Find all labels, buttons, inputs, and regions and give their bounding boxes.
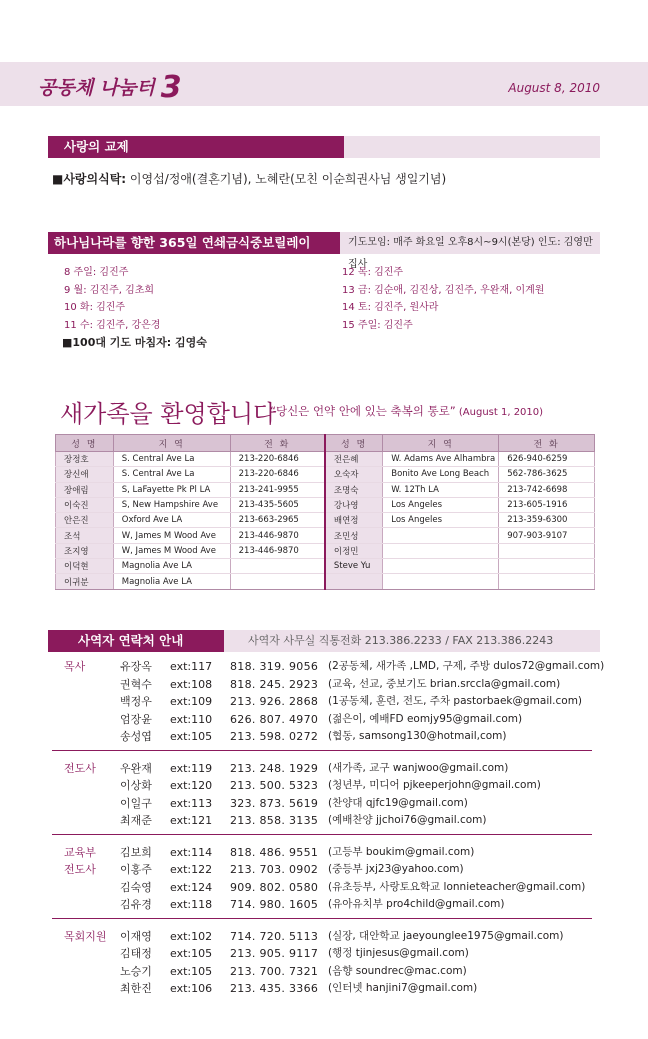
table-cell	[383, 559, 499, 574]
contact-group	[52, 760, 596, 840]
contact-role-email: (행정 tjinjesus@gmail.com)	[328, 947, 469, 959]
relay-item: 13 금: 김순애, 김진상, 김진주, 우완재, 이계원	[342, 284, 545, 296]
welcome-quote: “당신은 언약 안에 있는 축복의 통로” (August 1, 2010)	[270, 404, 544, 418]
contact-name: 이상화	[120, 779, 152, 792]
contact-name: 김보희	[120, 845, 152, 859]
contact-row	[52, 812, 596, 829]
table-row	[56, 482, 595, 497]
relay-item: 9 월: 김진주, 김초희	[64, 284, 155, 296]
table-cell: 562-786-3625	[499, 467, 595, 482]
table-cell: 213-241-9955	[230, 482, 325, 497]
contact-role-email: (찬양대 qjfc19@gmail.com)	[328, 796, 468, 809]
table-row	[56, 497, 595, 512]
table-cell: S, New Hampshire Ave	[113, 497, 230, 512]
contact-role-email: (고등부 boukim@gmail.com)	[328, 845, 475, 858]
contact-row	[52, 795, 596, 812]
contact-role-email: (중등부 jxj23@yahoo.com)	[328, 863, 464, 875]
contact-phone: 714. 980. 1605	[230, 898, 319, 911]
contact-phone: 213. 598. 0272	[230, 730, 319, 743]
col-header: 지 역	[383, 435, 499, 452]
table-cell: Magnolia Ave LA	[113, 559, 230, 574]
contact-role-email: (유초등부, 사랑토요학교 lonnieteacher@gmail.com)	[328, 880, 586, 893]
table-cell: 배연정	[325, 513, 383, 528]
contact-row	[52, 844, 596, 861]
contact-ext: ext:109	[170, 695, 213, 708]
table-cell: S. Central Ave La	[113, 452, 230, 467]
contact-name: 노승기	[120, 964, 152, 978]
contact-ext: ext:117	[170, 660, 213, 673]
contact-ext: ext:121	[170, 814, 213, 827]
contact-phone: 818. 245. 2923	[230, 677, 319, 691]
contact-role: 목사	[64, 660, 86, 673]
table-cell: 조민성	[325, 528, 383, 543]
table-cell: Steve Yu	[325, 559, 383, 574]
contact-row	[52, 861, 596, 878]
love-exchange-bar	[48, 136, 600, 158]
contact-name: 우완재	[120, 761, 152, 775]
relay-item: 12 목: 김진주	[342, 267, 404, 278]
contact-phone: 213. 926. 2868	[230, 695, 319, 708]
table-cell: Los Angeles	[383, 497, 499, 512]
contacts-bar	[48, 630, 600, 652]
col-header: 지 역	[113, 435, 230, 452]
contact-role-email: (청년부, 미디어 pjkeeperjohn@gmail.com)	[328, 779, 541, 791]
contact-phone: 213. 905. 9117	[230, 947, 319, 960]
table-cell: 626-940-6259	[499, 452, 595, 467]
table-cell: 213-359-6300	[499, 513, 595, 528]
col-header: 성 명	[325, 435, 383, 452]
contact-phone: 626. 807. 4970	[230, 712, 319, 726]
col-header: 전 화	[230, 435, 325, 452]
contact-name: 이일구	[120, 796, 152, 810]
contact-row	[52, 728, 596, 745]
contact-name: 엄장윤	[120, 712, 152, 726]
contact-phone: 714. 720. 5113	[230, 929, 319, 943]
contact-role: 교육부	[64, 845, 96, 859]
contact-ext: ext:119	[170, 761, 213, 775]
contact-phone: 213. 703. 0902	[230, 863, 319, 876]
contact-ext: ext:113	[170, 796, 213, 810]
contact-ext: ext:105	[170, 730, 213, 743]
table-cell: W. Adams Ave Alhambra	[383, 452, 499, 467]
contact-group	[52, 928, 596, 1008]
contact-ext: ext:108	[170, 677, 213, 691]
relay-list-left	[64, 264, 160, 334]
relay-bar	[48, 232, 600, 270]
table-cell: 213-435-5605	[230, 497, 325, 512]
table-cell: 오숙자	[325, 467, 383, 482]
table-cell: 이덕현	[56, 559, 114, 574]
table-cell: 조명숙	[325, 482, 383, 497]
table-cell: W. 12Th LA	[383, 482, 499, 497]
contact-name: 김유경	[120, 898, 152, 911]
table-row	[56, 543, 595, 558]
group-divider	[52, 750, 592, 751]
contact-name: 송성엽	[120, 730, 152, 743]
table-cell	[499, 543, 595, 558]
contact-phone: 213. 248. 1929	[230, 761, 319, 775]
contact-role-email: (음향 soundrec@mac.com)	[328, 964, 467, 977]
contact-role: 목회지원	[64, 929, 107, 943]
table-cell	[499, 574, 595, 589]
contact-ext: ext:118	[170, 898, 213, 911]
table-cell: 213-446-9870	[230, 528, 325, 543]
contact-role-email: (협동, samsong130@hotmail,com)	[328, 730, 507, 742]
table-cell: 213-605-1916	[499, 497, 595, 512]
table-cell: 전은혜	[325, 452, 383, 467]
contact-row	[52, 711, 596, 728]
contact-phone: 213. 500. 5323	[230, 779, 319, 792]
prayer-finisher-line: ■100대 기도 마침자: 김영숙	[62, 336, 207, 349]
col-header: 전 화	[499, 435, 595, 452]
table-cell: 장정호	[56, 452, 114, 467]
table-cell: 장애림	[56, 482, 114, 497]
contact-role-email: (예배찬양 jjchoi76@gmail.com)	[328, 814, 487, 826]
contact-role: 전도사	[64, 761, 96, 775]
welcome-title: 새가족을 환영합니다	[60, 400, 277, 428]
contact-row	[52, 980, 596, 997]
table-cell: W, James M Wood Ave	[113, 528, 230, 543]
contact-ext: ext:102	[170, 929, 213, 943]
table-cell: W, James M Wood Ave	[113, 543, 230, 558]
table-cell: 213-220-6846	[230, 452, 325, 467]
contact-row	[52, 963, 596, 980]
table-cell: 213-220-6846	[230, 467, 325, 482]
contact-role-email: (유아유치부 pro4child@gmail.com)	[328, 898, 505, 910]
table-cell: 조석	[56, 528, 114, 543]
table-cell: S. Central Ave La	[113, 467, 230, 482]
contact-ext: ext:122	[170, 863, 213, 876]
table-cell: 213-742-6698	[499, 482, 595, 497]
contact-role-email: (인터넷 hanjini7@gmail.com)	[328, 982, 478, 994]
contact-ext: ext:114	[170, 845, 213, 859]
page-title: 공동체 나눔터 3	[38, 70, 182, 105]
contact-row	[52, 945, 596, 962]
contact-role-email: (교육, 선교, 중보기도 brian.srccla@gmail.com)	[328, 677, 561, 690]
contact-group	[52, 844, 596, 924]
table-cell: 907-903-9107	[499, 528, 595, 543]
contact-phone: 213. 858. 3135	[230, 814, 319, 827]
contact-name: 최한진	[120, 982, 152, 995]
relay-list-right	[342, 264, 544, 334]
table-cell: 이귀분	[56, 574, 114, 589]
contact-role: 전도사	[64, 863, 96, 876]
contact-row	[52, 896, 596, 913]
table-row	[56, 559, 595, 574]
page-number: 3	[160, 70, 182, 105]
table-row	[56, 528, 595, 543]
issue-date: August 8, 2010	[508, 81, 600, 95]
table-cell: Oxford Ave LA	[113, 513, 230, 528]
table-row	[56, 452, 595, 467]
contact-group	[52, 658, 605, 756]
table-cell	[383, 543, 499, 558]
contact-phone: 213. 435. 3366	[230, 982, 319, 995]
table-cell: S, LaFayette Pk Pl LA	[113, 482, 230, 497]
table-cell	[499, 559, 595, 574]
contact-name: 이재영	[120, 929, 152, 943]
contact-role-email: (2공동체, 새가족 ,LMD, 구제, 주방 dulos72@gmail.com)	[328, 660, 605, 672]
contact-role-email: (새가족, 교구 wanjwoo@gmail.com)	[328, 761, 509, 774]
new-family-table	[55, 434, 595, 590]
table-cell: 213-663-2965	[230, 513, 325, 528]
contact-ext: ext:124	[170, 880, 213, 894]
relay-schedule-note: 기도모임: 매주 화요일 오후8시~9시(본당) 인도: 김영만 집사	[348, 237, 593, 270]
contact-name: 최재준	[120, 814, 152, 827]
contact-phone: 909. 802. 0580	[230, 880, 319, 894]
group-divider	[52, 918, 592, 919]
table-cell: Los Angeles	[383, 513, 499, 528]
contact-phone: 818. 319. 9056	[230, 660, 319, 673]
table-cell: Bonito Ave Long Beach	[383, 467, 499, 482]
contact-row	[52, 760, 596, 777]
love-exchange-label: 사랑의 교제	[48, 136, 344, 158]
table-row	[56, 513, 595, 528]
table-cell: 장신애	[56, 467, 114, 482]
table-cell: 강나영	[325, 497, 383, 512]
table-cell	[383, 528, 499, 543]
relay-item: 15 주일: 김진주	[342, 319, 413, 331]
relay-item: 10 화: 김진주	[64, 302, 126, 313]
contact-name: 백정우	[120, 695, 152, 708]
contact-row	[52, 777, 596, 794]
table-header-row	[56, 435, 595, 452]
table-cell: 안은진	[56, 513, 114, 528]
table-cell: 이숙진	[56, 497, 114, 512]
relay-label: 하나님나라를 향한 365일 연쇄금식중보릴레이	[48, 232, 340, 254]
relay-item: 8 주일: 김진주	[64, 267, 129, 278]
contact-name: 유장옥	[120, 660, 152, 673]
contact-name: 김태정	[120, 947, 152, 960]
contact-role-email: (실장, 대안학교 jaeyounglee1975@gmail.com)	[328, 929, 564, 942]
table-cell	[230, 559, 325, 574]
contact-ext: ext:105	[170, 947, 213, 960]
contact-row	[52, 928, 596, 945]
table-row	[56, 467, 595, 482]
contacts-label: 사역자 연락처 안내	[48, 630, 224, 652]
contact-name: 김숙영	[120, 880, 152, 894]
office-phone-note: 사역자 사무실 직통전화 213.386.2233 / FAX 213.386.2243	[248, 634, 554, 647]
group-divider	[52, 834, 592, 835]
relay-item: 11 수: 김진주, 강은경	[64, 319, 161, 331]
table-cell: 이정민	[325, 543, 383, 558]
table-cell: 213-446-9870	[230, 543, 325, 558]
col-header: 성 명	[56, 435, 114, 452]
contact-row	[52, 676, 596, 693]
contact-ext: ext:120	[170, 779, 213, 792]
contact-row	[52, 879, 596, 896]
relay-item: 14 토: 김진주, 원사라	[342, 302, 439, 313]
table-cell	[230, 574, 325, 589]
table-row	[56, 574, 595, 589]
contact-phone: 213. 700. 7321	[230, 964, 319, 978]
contact-row	[52, 693, 596, 710]
love-table-line: ■사랑의식탁: 이영섭/정애(결혼기념), 노혜란(모친 이순희권사님 생일기념)	[52, 172, 447, 186]
table-cell: Magnolia Ave LA	[113, 574, 230, 589]
contact-ext: ext:110	[170, 712, 213, 726]
contact-phone: 323. 873. 5619	[230, 796, 319, 810]
table-cell	[325, 574, 383, 589]
contact-phone: 818. 486. 9551	[230, 845, 319, 859]
contact-role-email: (1공동체, 훈련, 전도, 주차 pastorbaek@gmail.com)	[328, 695, 583, 707]
contact-ext: ext:105	[170, 964, 213, 978]
contact-role-email: (젊은이, 예배FD eomjy95@gmail.com)	[328, 712, 523, 725]
contact-name: 이홍주	[120, 863, 152, 876]
table-cell	[383, 574, 499, 589]
contact-row	[52, 658, 605, 675]
contact-name: 권혁수	[120, 677, 152, 691]
contact-ext: ext:106	[170, 982, 213, 995]
table-cell: 조지영	[56, 543, 114, 558]
